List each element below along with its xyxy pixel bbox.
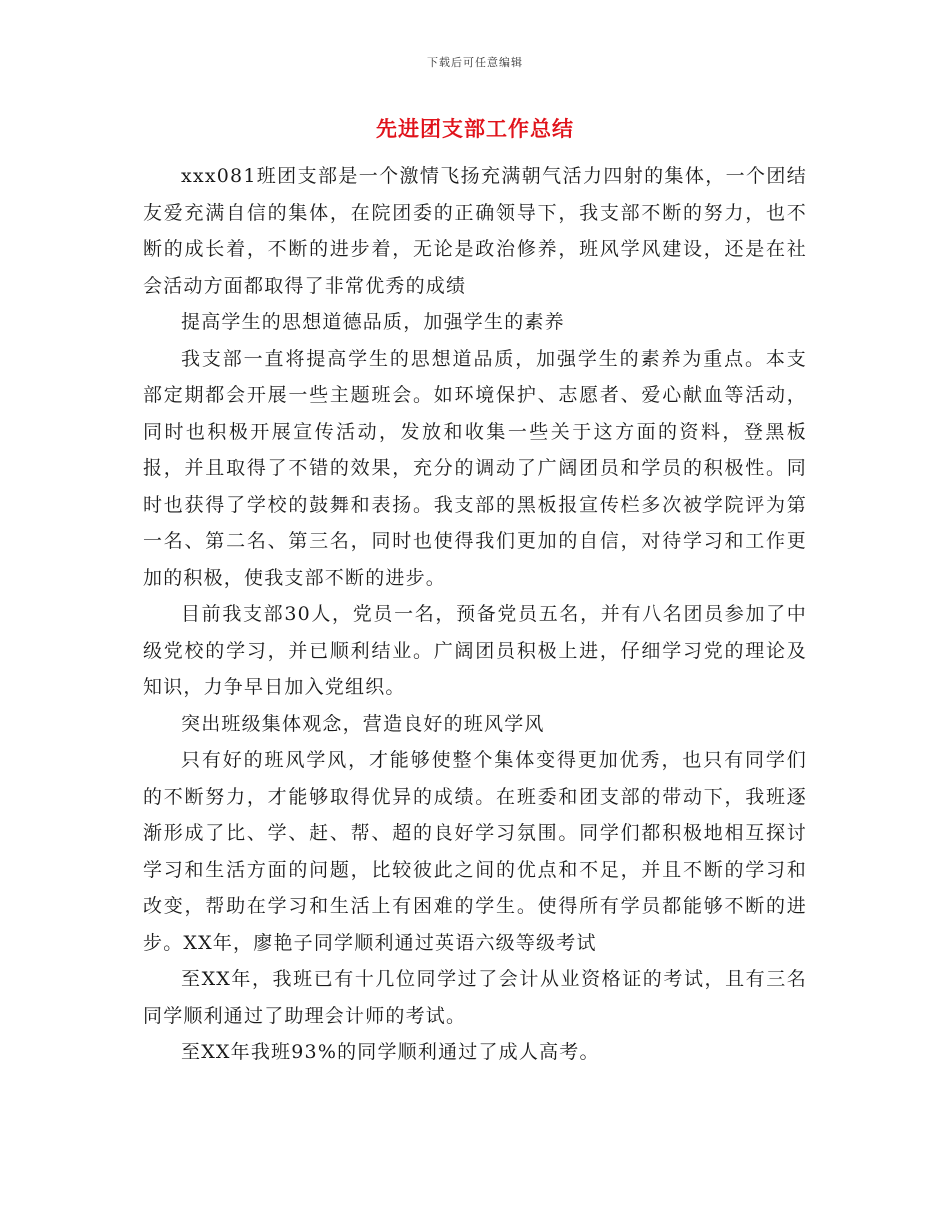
paragraph-moral-activities: 我支部一直将提高学生的思想道品质，加强学生的素养为重点。本支部定期都会开展一些主题班会。如环境保护、志愿者、爱心献血等活动，同时也积极开展宣传活动，发放和收集一些关于这方面的资料，登黑板报，并且取得了不错的效果，充分的调动了广阔团员和学员的积极性。同时也获得了学校的鼓舞和表扬。我支部的黑板报宣传栏多次被学院评为第一名、第二名、第三名，同时也使得我们更加的自信，对待学习和工作更加的积极，使我支部不断的进步。 — [143, 347, 807, 589]
paragraph-intro: xxx081班团支部是一个激情飞扬充满朝气活力四射的集体，一个团结友爱充满自信的集体，在院团委的正确领导下，我支部不断的努力，也不断的成长着，不断的进步着，无论是政治修养，班风学风建设，还是在社会活动方面都取得了非常优秀的成绩 — [143, 165, 807, 297]
section-heading-class-style: 突出班级集体观念，营造良好的班风学风 — [181, 712, 545, 735]
paragraph-accounting-exams: 至XX年，我班已有十几位同学过了会计从业资格证的考试，且有三名同学顺利通过了助理会计师的考试。 — [143, 968, 807, 1027]
paragraph-adult-exam: 至XX年我班93%的同学顺利通过了成人高考。 — [181, 1041, 600, 1063]
paragraph-study-atmosphere: 只有好的班风学风，才能够使整个集体变得更加优秀，也只有同学们的不断努力，才能够取得优异的成绩。在班委和团支部的带动下，我班逐渐形成了比、学、赶、帮、超的良好学习氛围。同学们都积极地相互探讨学习和生活方面的问题，比较彼此之间的优点和不足，并且不断的学习和改变，帮助在学习和生活上有困难的学生。使得所有学员都能够不断的进步。XX年，廖艳子同学顺利通过英语六级等级考试 — [143, 749, 807, 954]
page-header-note: 下载后可任意编辑 — [427, 56, 523, 69]
document-title: 先进团支部工作总结 — [376, 116, 574, 141]
section-heading-moral-quality: 提高学生的思想道德品质，加强学生的素养 — [181, 311, 565, 333]
document-body — [143, 158, 807, 1071]
paragraph-membership: 目前我支部30人，党员一名，预备党员五名，并有八名团员参加了中级党校的学习，并已顺利结业。广阔团员积极上进，仔细学习党的理论及知识，力争早日加入党组织。 — [143, 603, 807, 698]
